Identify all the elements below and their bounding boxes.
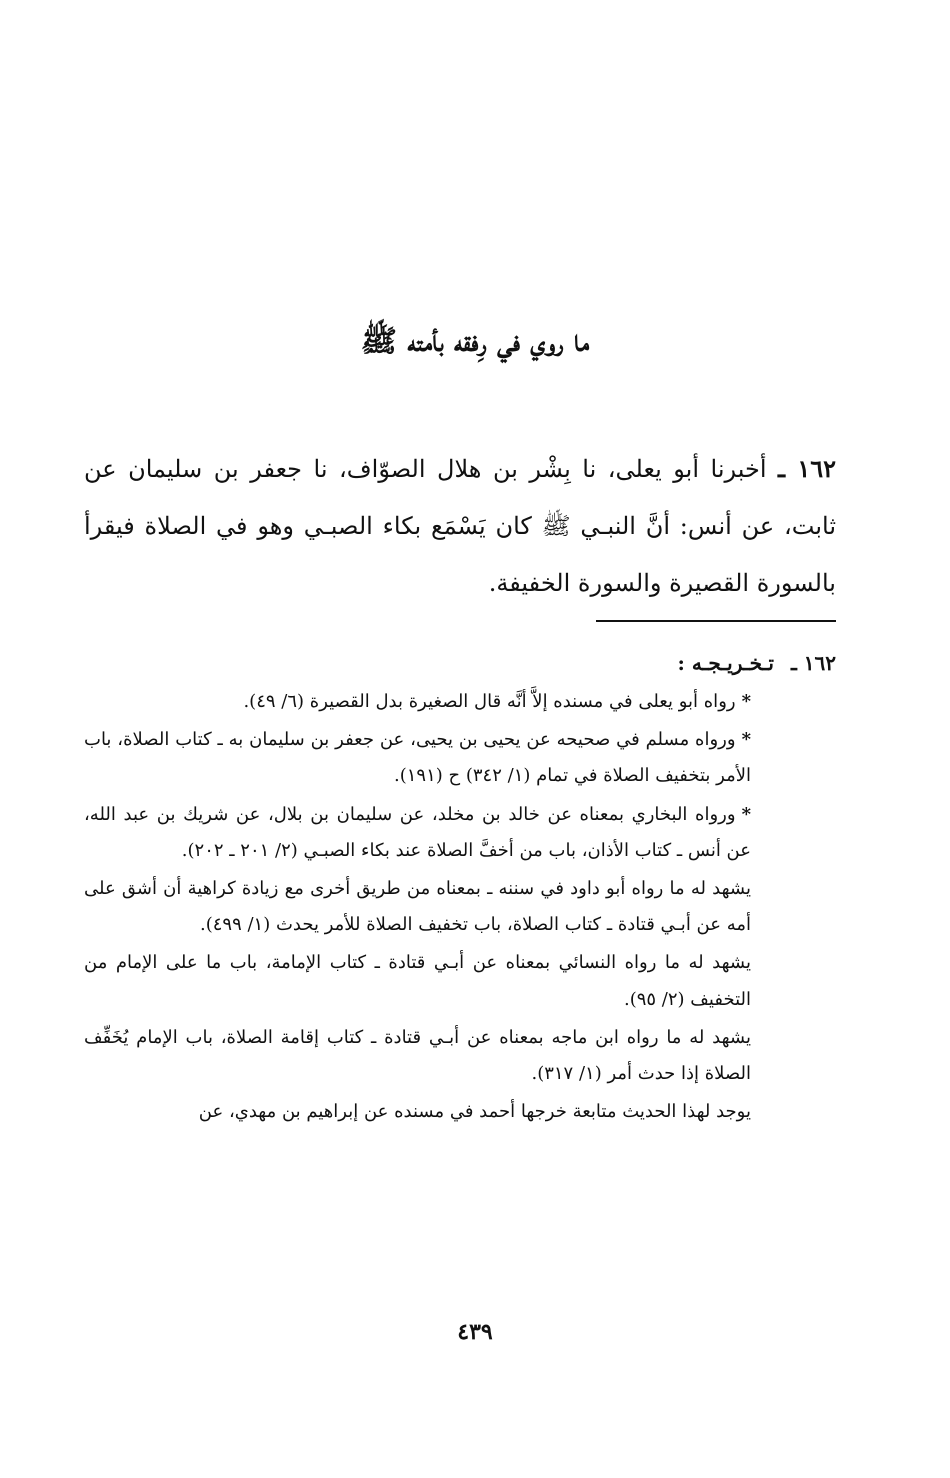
note-text: يشهد له ما رواه ابن ماجه بمعناه عن أبـي قتادة ـ كتاب إقامة الصلاة، باب الإمام يُخَفِّف الصلاة إذا حدث أمر (١/ ٣١٧). [84, 1026, 751, 1085]
note-text: ورواه البخاري بمعناه عن خالد بن مخلد، عن سليمان بن بلال، عن شريك بن عبد الله، عن أنس ـ كتاب الأذان، باب من أخفَّ الصلاة عند بكاء الصبـي (٢/ ٢٠١ ـ ٢٠٢). [84, 803, 751, 861]
note-text: رواه أبو يعلى في مسنده إلاَّ أنَّه قال الصغيرة بدل القصيرة (٦/ ٤٩). [243, 691, 736, 712]
note-item [84, 1020, 751, 1092]
takhrij-notes [84, 684, 751, 1132]
takhrij-heading [677, 645, 836, 681]
takhrij-title: تـخـريـجـه : [677, 651, 774, 675]
note-star: * [741, 803, 751, 825]
note-item [84, 684, 751, 720]
note-item [84, 1094, 751, 1130]
chapter-title: ما روي في رِفقه بأمته ﷺ [360, 324, 590, 359]
note-item [84, 871, 751, 943]
footnote-divider [596, 620, 836, 622]
note-star: * [741, 691, 751, 712]
takhrij-number: ١٦٢ ـ [790, 651, 836, 675]
hadith-text: أخبرنا أبو يعلى، نا بِشْر بن هلال الصوّاف، نا جعفر بن سليمان عن ثابت، عن أنس: أنَّ النبـي ﷺ كان يَسْمَع بكاء الصبـي وهو في الصلاة فيقرأ بالسورة القصيرة والسورة الخفيفة. [84, 455, 837, 597]
page-number: ٤٣٩ [457, 1319, 493, 1345]
note-text: يوجد لهذا الحديث متابعة خرجها أحمد في مسنده عن إبراهيم بن مهدي، عن [198, 1101, 751, 1123]
note-text: ورواه مسلم في صحيحه عن يحيى بن يحيى، عن جعفر بن سليمان به ـ كتاب الصلاة، باب الأمر بتخفيف الصلاة في تمام (١/ ٣٤٢) ح (١٩١). [84, 729, 751, 787]
note-item [84, 945, 751, 1017]
note-item [84, 797, 751, 869]
note-text: يشهد له ما رواه أبو داود في سننه ـ بمعناه من طريق أخرى مع زيادة كراهية أن أشق على أمه عن أبـي قتادة ـ كتاب الصلاة، باب تخفيف الصلاة للأمر يحدث (١/ ٤٩٩). [84, 878, 751, 936]
note-star: * [741, 729, 751, 751]
note-item [84, 722, 751, 794]
hadith-number: ١٦٢ ـ [778, 454, 836, 483]
note-text: يشهد له ما رواه النسائي بمعناه عن أبـي قتادة ـ كتاب الإمامة، باب ما على الإمام من التخفيف (٢/ ٩٥). [84, 952, 751, 1010]
hadith-paragraph [84, 440, 836, 612]
